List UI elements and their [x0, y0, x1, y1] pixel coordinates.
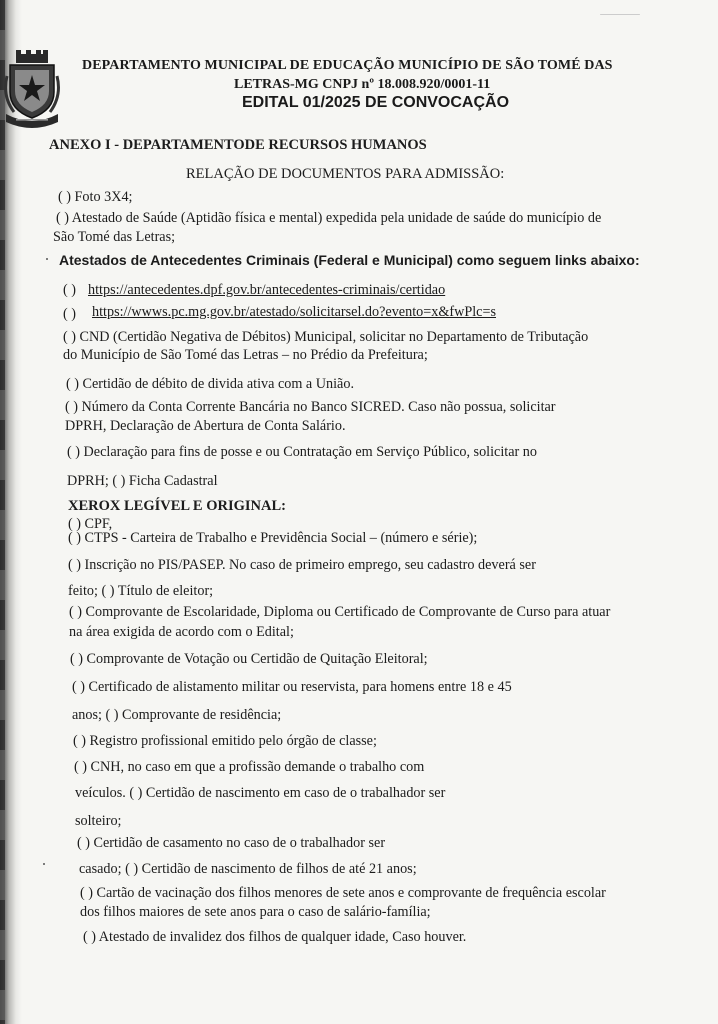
- item-cnh-cont2: solteiro;: [75, 813, 122, 829]
- item-militar-cont: anos; ( ) Comprovante de residência;: [72, 707, 282, 723]
- item-cnd-cont: do Município de São Tomé das Letras – no Prédio da Prefeitura;: [63, 347, 428, 363]
- item-casamento-cont: casado; ( ) Certidão de nascimento de filhos de até 21 anos;: [79, 861, 417, 877]
- scan-edge-shadow: [0, 0, 22, 1024]
- item-cpf: ( ) CPF,: [68, 516, 113, 532]
- scan-speck: [43, 863, 45, 865]
- item-casamento: ( ) Certidão de casamento no caso de o trabalhador ser: [77, 835, 386, 851]
- scan-speck: [600, 14, 640, 15]
- item-conta-bancaria-cont: DPRH, Declaração de Abertura de Conta Salário.: [65, 418, 346, 434]
- municipal-crest-logo: [2, 48, 62, 130]
- item-foto: ( ) Foto 3X4;: [58, 189, 133, 205]
- link1-checkbox-label: ( ): [63, 282, 76, 298]
- link2-checkbox-label: ( ): [63, 306, 76, 322]
- item-declaracao-posse: ( ) Declaração para fins de posse e ou Contratação em Serviço Público, solicitar no: [67, 444, 537, 460]
- item-atestado-invalidez: ( ) Atestado de invalidez dos filhos de qualquer idade, Caso houver.: [83, 929, 467, 945]
- item-escolaridade: ( ) Comprovante de Escolaridade, Diploma ou Certificado de Comprovante de Curso para atuar: [69, 604, 611, 620]
- item-conta-bancaria: ( ) Número da Conta Corrente Bancária no Banco SICRED. Caso não possua, solicitar: [65, 399, 556, 415]
- item-atestado-saude-cont: São Tomé das Letras;: [53, 229, 176, 245]
- antecedentes-estadual-link[interactable]: https://wwws.pc.mg.gov.br/atestado/solicitarsel.do?evento=x&fwPlc=s: [92, 304, 496, 320]
- item-cnh: ( ) CNH, no caso em que a profissão demande o trabalho com: [74, 759, 425, 775]
- header-edital-title: EDITAL 01/2025 DE CONVOCAÇÃO: [242, 94, 510, 111]
- antecedentes-heading: Atestados de Antecedentes Criminais (Federal e Municipal) como seguem links abaixo:: [59, 252, 640, 268]
- header-department-line: DEPARTAMENTO MUNICIPAL DE EDUCAÇÃO MUNICÍPIO DE SÃO TOMÉ DAS: [82, 58, 613, 73]
- item-pis-pasep-cont: feito; ( ) Título de eleitor;: [68, 583, 214, 599]
- xerox-heading: XEROX LEGÍVEL E ORIGINAL:: [68, 498, 286, 514]
- header-cnpj-line: LETRAS-MG CNPJ nº 18.008.920/0001-11: [234, 77, 491, 92]
- annex-title: ANEXO I - DEPARTAMENTODE RECURSOS HUMANOS: [49, 137, 427, 153]
- item-ctps: ( ) CTPS - Carteira de Trabalho e Previdência Social – (número e série);: [68, 530, 478, 546]
- item-votacao: ( ) Comprovante de Votação ou Certidão de Quitação Eleitoral;: [70, 651, 428, 667]
- item-escolaridade-cont: na área exigida de acordo com o Edital;: [69, 624, 294, 640]
- item-declaracao-posse-cont: DPRH; ( ) Ficha Cadastral: [67, 473, 218, 489]
- item-registro-profissional: ( ) Registro profissional emitido pelo órgão de classe;: [73, 733, 377, 749]
- item-vacinacao: ( ) Cartão de vacinação dos filhos menores de sete anos e comprovante de frequência escolar: [80, 885, 606, 901]
- item-pis-pasep: ( ) Inscrição no PIS/PASEP. No caso de primeiro emprego, seu cadastro deverá ser: [68, 557, 536, 573]
- antecedentes-federal-link[interactable]: https://antecedentes.dpf.gov.br/antecedentes-criminais/certidao: [88, 282, 446, 298]
- item-divida-ativa: ( ) Certidão de débito de divida ativa com a União.: [66, 376, 354, 392]
- item-cnh-cont: veículos. ( ) Certidão de nascimento em caso de o trabalhador ser: [75, 785, 446, 801]
- list-title: RELAÇÃO DE DOCUMENTOS PARA ADMISSÃO:: [186, 166, 505, 182]
- scan-speck: [46, 258, 48, 260]
- item-militar: ( ) Certificado de alistamento militar ou reservista, para homens entre 18 e 45: [72, 679, 512, 695]
- item-cnd: ( ) CND (Certidão Negativa de Débitos) Municipal, solicitar no Departamento de Tributação: [63, 329, 589, 345]
- item-atestado-saude: ( ) Atestado de Saúde (Aptidão física e mental) expedida pela unidade de saúde do município de: [56, 210, 602, 226]
- item-vacinacao-cont: dos filhos maiores de sete anos para o caso de salário-família;: [80, 904, 431, 920]
